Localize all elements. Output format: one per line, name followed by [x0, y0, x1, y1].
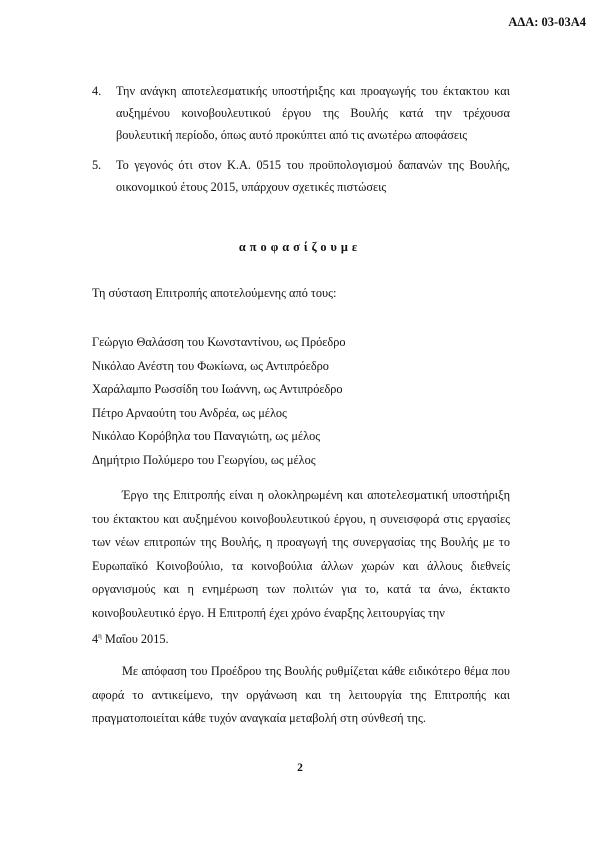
intro-line: Τη σύσταση Επιτροπής αποτελούμενης από τους: [92, 286, 337, 300]
item-text: Το γεγονός ότι στον Κ.Α. 0515 του προϋπολογισμού δαπανών της Βουλής, οικονομικού έτους 2015, υπάρχουν σχετικές πιστώσεις [116, 158, 510, 194]
members-list [92, 331, 346, 473]
item-number: 5. [92, 158, 102, 172]
list-item [92, 80, 510, 146]
member-line: Πέτρο Αρναούτη του Ανδρέα, ως μέλος [92, 405, 287, 420]
start-date: $4^\eta$ Μαΐου 2015. [92, 632, 169, 647]
member-line: Γεώργιο Θαλάσση του Κωνσταντίνου, ως Πρόεδρο [92, 335, 346, 349]
committee-task-paragraph [92, 484, 510, 652]
regulation-paragraph [92, 660, 510, 731]
paragraph-text: Έργο της Επιτροπής είναι η ολοκληρωμένη και αποτελεσματική υποστήριξη του έκτακτου και αυξημένου κοινοβουλευτικού έργου, η συνεισφορά στις εργασίες των νέων επιτροπών της Βουλής, η προαγωγή της συνεργασίας της Βουλής με το Ευρωπαϊκό Κοινοβούλιο, τα κοινοβούλια άλλων χωρών και άλλους διεθνείς οργανισμούς και η ενημέρωση των πολιτών για το, κατά τα άνω, έκτακτο κοινοβουλευτικό έργο. Η Επιτροπή έχει χρόνο έναρξης λειτουργίας την [92, 488, 510, 620]
member-line: Νικόλαο Κορόβηλα του Παναγιώτη, ως μέλος [92, 429, 321, 444]
ada-code: ΑΔΑ: 03-03Α4 [508, 15, 586, 29]
member-line: Χαράλαμπο Ρωσσίδη του Ιωάννη, ως Αντιπρόεδρο [92, 382, 343, 397]
numbered-list [92, 80, 510, 206]
member-line: Δημήτριο Πολύμερο του Γεωργίου, ως μέλος [92, 452, 316, 467]
list-item [92, 154, 510, 198]
paragraph-text: Με απόφαση του Προέδρου της Βουλής ρυθμίζεται κάθε ειδικότερο θέμα που αφορά το αντικείμενο, την οργάνωση και τη λειτουργία της Επιτροπής και πραγματοποιείται κάθε τυχόν αναγκαία μεταβολή στη σύνθεσή της. [92, 664, 510, 725]
page-number: 2 [297, 762, 303, 774]
item-number: 4. [92, 84, 102, 98]
member-line: Νικόλαο Ανέστη του Φωκίωνα, ως Αντιπρόεδρο [92, 358, 329, 373]
decision-heading: αποφασίζουμε [238, 240, 362, 254]
item-text: Την ανάγκη αποτελεσματικής υποστήριξης και προαγωγής του έκτακτου και αυξημένου κοινοβουλευτικού έργου της Βουλής κατά την τρέχουσα βουλευτική περίοδο, όπως αυτό προκύπτει από τις ανωτέρω αποφάσεις [116, 84, 510, 142]
